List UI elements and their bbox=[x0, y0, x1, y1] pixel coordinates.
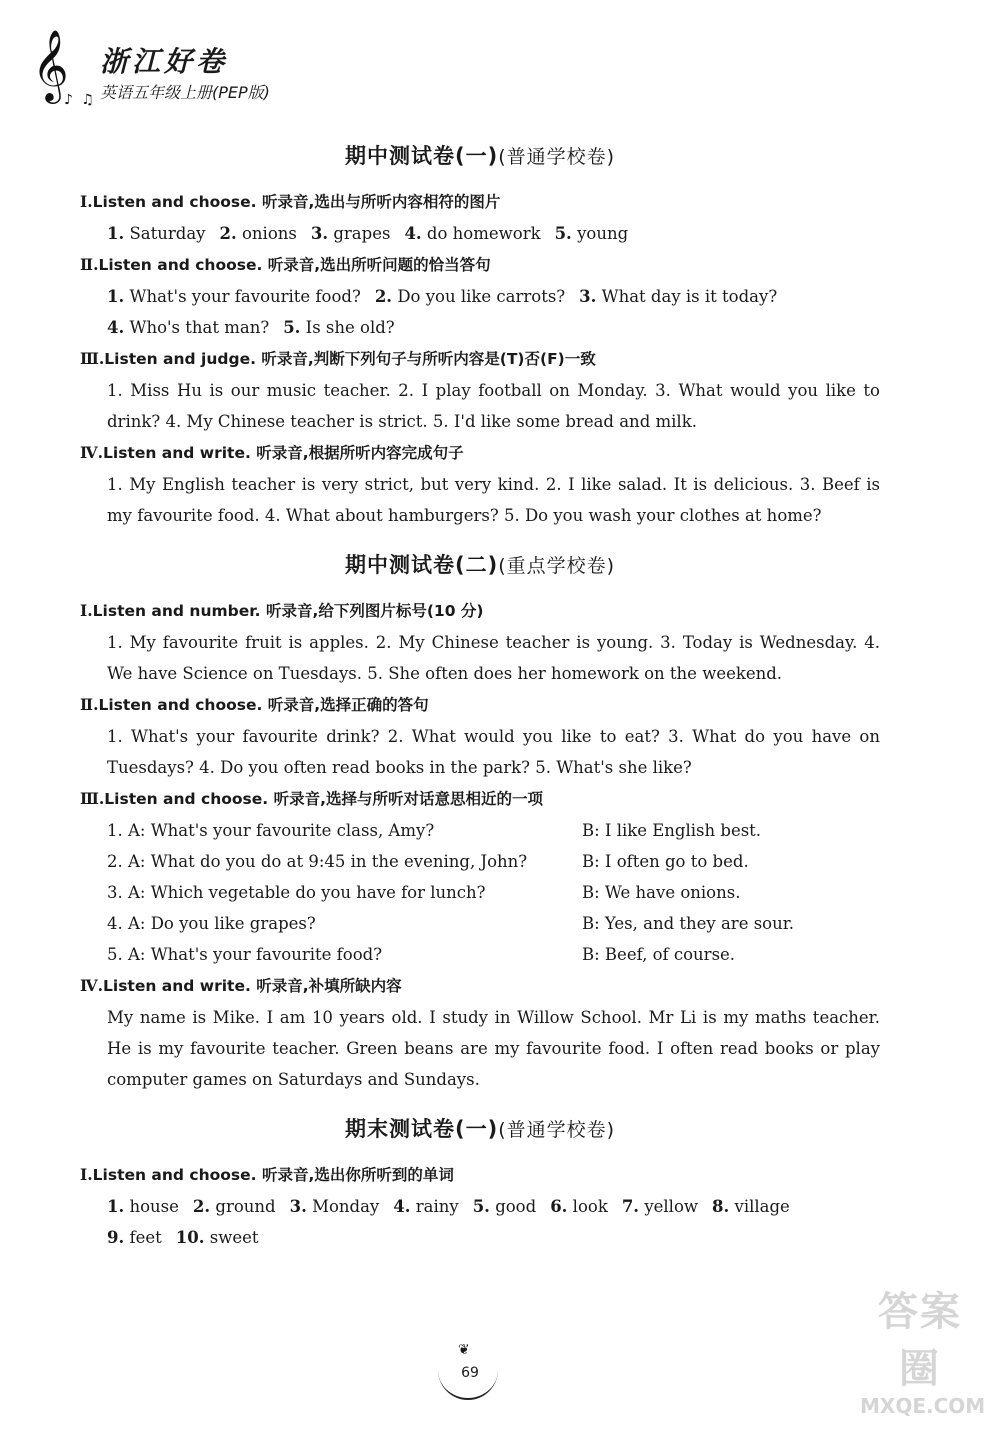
answer-item bbox=[311, 224, 391, 243]
dialog-a: 4. A: Do you like grapes? bbox=[107, 914, 316, 933]
answer-item bbox=[107, 224, 206, 243]
test-title-main: 期中测试卷(二) bbox=[344, 553, 499, 577]
answer-item bbox=[393, 1197, 458, 1216]
section-instruction: Listen and choose. 听录音,选择与所听对话意思相近的一项 bbox=[104, 790, 543, 808]
answer-item bbox=[107, 287, 361, 306]
item-text: look bbox=[572, 1197, 608, 1216]
answer-item bbox=[107, 318, 269, 337]
dialog-b: B: I like English best. bbox=[582, 821, 762, 840]
test-title-sub: (重点学校卷) bbox=[498, 555, 616, 577]
answer-line bbox=[80, 218, 880, 249]
item-text: sweet bbox=[209, 1228, 259, 1247]
dialog-row bbox=[80, 939, 880, 970]
item-text: good bbox=[495, 1197, 537, 1216]
item-number: 1. bbox=[107, 1197, 125, 1216]
book-subtitle: 英语五年级上册(PEP版) bbox=[100, 83, 270, 102]
section-numeral: Ⅰ. bbox=[80, 192, 93, 211]
section-heading bbox=[80, 249, 880, 281]
item-text: feet bbox=[129, 1228, 162, 1247]
answer-item bbox=[107, 1197, 179, 1216]
item-text: village bbox=[734, 1197, 790, 1216]
item-number: 3. bbox=[579, 287, 597, 306]
item-number: 1. bbox=[107, 224, 125, 243]
book-header bbox=[28, 30, 348, 110]
item-text: Who's that man? bbox=[129, 318, 270, 337]
answer-paragraph: 1. What's your favourite drink? 2. What would you like to eat? 3. What do you have on Tuesdays? 4. Do you often read books in the park? 5. What's she like? bbox=[107, 727, 880, 777]
answer-line bbox=[80, 312, 880, 343]
section-numeral: Ⅱ. bbox=[80, 695, 99, 714]
leaf-icon: ❦ bbox=[458, 1342, 470, 1358]
section-instruction: Listen and choose. 听录音,选出与所听内容相符的图片 bbox=[92, 193, 501, 211]
item-text: rainy bbox=[415, 1197, 459, 1216]
section-heading bbox=[80, 783, 880, 815]
answer-item bbox=[550, 1197, 608, 1216]
answer-item bbox=[290, 1197, 380, 1216]
section-numeral: Ⅱ. bbox=[80, 255, 99, 274]
section-numeral: Ⅳ. bbox=[80, 443, 103, 462]
watermark-logo: 答案圈 bbox=[878, 1289, 962, 1392]
test-block bbox=[80, 549, 880, 1095]
item-number: 5. bbox=[472, 1197, 490, 1216]
dialog-a: 3. A: Which vegetable do you have for lunch? bbox=[107, 883, 486, 902]
answer-paragraph: 1. Miss Hu is our music teacher. 2. I play football on Monday. 3. What would you like to drink? 4. My Chinese teacher is strict. 5. I'd like some bread and milk. bbox=[107, 381, 880, 431]
treble-clef-icon: 𝄞 bbox=[32, 28, 69, 101]
test-block bbox=[80, 1113, 880, 1253]
answer-item bbox=[555, 224, 629, 243]
item-number: 4. bbox=[393, 1197, 411, 1216]
dialog-a: 5. A: What's your favourite food? bbox=[107, 945, 383, 964]
item-text: young bbox=[577, 224, 629, 243]
item-number: 4. bbox=[107, 318, 125, 337]
test-title-main: 期中测试卷(一) bbox=[344, 144, 499, 168]
music-notes-icon: ♪ ♫ bbox=[64, 92, 96, 108]
answer-item bbox=[473, 1197, 536, 1216]
dialog-b: B: I often go to bed. bbox=[582, 852, 749, 871]
answer-line bbox=[80, 1222, 880, 1253]
answer-item bbox=[375, 287, 565, 306]
answer-item bbox=[622, 1197, 698, 1216]
watermark-url: MXQE.COM bbox=[860, 1394, 986, 1418]
watermark bbox=[860, 1280, 986, 1418]
section-heading bbox=[80, 343, 880, 375]
answer-item bbox=[579, 287, 777, 306]
section-instruction: Listen and choose. 听录音,选择正确的答句 bbox=[98, 696, 429, 714]
answer-paragraph: 1. My English teacher is very strict, but very kind. 2. I like salad. It is delicious. 3. Beef is my favourite food. 4. What about hamburgers? 5. Do you wash your clothes at home? bbox=[107, 475, 880, 525]
dialog-row bbox=[80, 815, 880, 846]
dialog-b: B: Yes, and they are sour. bbox=[582, 914, 795, 933]
dialog-b: B: We have onions. bbox=[582, 883, 741, 902]
answer-line bbox=[80, 1191, 880, 1222]
answer-item bbox=[712, 1197, 790, 1216]
item-text: do homework bbox=[426, 224, 541, 243]
item-number: 1. bbox=[107, 287, 125, 306]
dialog-row bbox=[80, 846, 880, 877]
section-heading bbox=[80, 689, 880, 721]
dialog-row bbox=[80, 877, 880, 908]
test-block bbox=[80, 140, 880, 531]
test-title-sub: (普通学校卷) bbox=[498, 1119, 616, 1141]
answer-paragraph: 1. My favourite fruit is apples. 2. My Chinese teacher is young. 3. Today is Wednesday. 4. We have Science on Tuesdays. 5. She often does her homework on the weekend. bbox=[107, 633, 880, 683]
dialog-b: B: Beef, of course. bbox=[582, 945, 736, 964]
section-numeral: Ⅲ. bbox=[80, 349, 105, 368]
test-title-sub: (普通学校卷) bbox=[498, 146, 616, 168]
dialog-a: 1. A: What's your favourite class, Amy? bbox=[107, 821, 435, 840]
dialog-row bbox=[80, 908, 880, 939]
answer-item bbox=[107, 1228, 162, 1247]
item-text: yellow bbox=[644, 1197, 699, 1216]
item-number: 3. bbox=[310, 224, 329, 243]
item-text: ground bbox=[215, 1197, 276, 1216]
section-instruction: Listen and choose. 听录音,选出所听问题的恰当答句 bbox=[98, 256, 491, 274]
item-number: 4. bbox=[404, 224, 422, 243]
answer-item bbox=[404, 224, 540, 243]
section-heading bbox=[80, 437, 880, 469]
section-numeral: Ⅳ. bbox=[80, 976, 103, 995]
book-brand: 浙江好卷 bbox=[100, 45, 229, 78]
section-instruction: Listen and write. 听录音,补填所缺内容 bbox=[103, 977, 402, 995]
item-text: What day is it today? bbox=[601, 287, 778, 306]
page-number: 69 bbox=[461, 1365, 479, 1381]
item-text: Do you like carrots? bbox=[397, 287, 566, 306]
answer-item bbox=[220, 224, 297, 243]
section-numeral: Ⅲ. bbox=[80, 789, 105, 808]
item-number: 2. bbox=[219, 224, 237, 243]
item-number: 2. bbox=[374, 287, 393, 306]
test-title bbox=[80, 140, 880, 170]
item-number: 6. bbox=[550, 1197, 568, 1216]
section-numeral: Ⅰ. bbox=[80, 1165, 93, 1184]
item-number: 5. bbox=[554, 224, 572, 243]
section-heading bbox=[80, 595, 880, 627]
item-number: 8. bbox=[712, 1197, 730, 1216]
answer-paragraph: My name is Mike. I am 10 years old. I study in Willow School. Mr Li is my maths teacher. He is my favourite teacher. Green beans are my favourite food. I often read books or play computer games on Saturdays and Sundays. bbox=[107, 1008, 880, 1089]
item-text: Monday bbox=[312, 1197, 380, 1216]
answer-item bbox=[283, 318, 394, 337]
item-number: 2. bbox=[192, 1197, 211, 1216]
answer-content bbox=[80, 140, 880, 1271]
item-number: 9. bbox=[107, 1228, 125, 1247]
section-heading bbox=[80, 970, 880, 1002]
item-text: onions bbox=[241, 224, 297, 243]
item-number: 3. bbox=[289, 1197, 307, 1216]
answer-item bbox=[193, 1197, 276, 1216]
section-heading bbox=[80, 1159, 880, 1191]
test-title bbox=[80, 1113, 880, 1143]
item-number: 5. bbox=[283, 318, 301, 337]
answer-line bbox=[80, 281, 880, 312]
section-instruction: Listen and judge. 听录音,判断下列句子与所听内容是(T)否(F)一致 bbox=[104, 350, 596, 368]
item-number: 10. bbox=[175, 1228, 205, 1247]
item-text: What's your favourite food? bbox=[129, 287, 361, 306]
section-numeral: Ⅰ. bbox=[80, 601, 93, 620]
item-text: house bbox=[129, 1197, 179, 1216]
item-text: grapes bbox=[333, 224, 391, 243]
test-title-main: 期末测试卷(一) bbox=[344, 1117, 499, 1141]
section-instruction: Listen and choose. 听录音,选出你所听到的单词 bbox=[92, 1166, 454, 1184]
section-heading bbox=[80, 186, 880, 218]
item-text: Is she old? bbox=[305, 318, 395, 337]
section-instruction: Listen and number. 听录音,给下列图片标号(10 分) bbox=[92, 602, 484, 620]
answer-item bbox=[176, 1228, 259, 1247]
item-text: Saturday bbox=[129, 224, 206, 243]
section-instruction: Listen and write. 听录音,根据所听内容完成句子 bbox=[103, 444, 464, 462]
item-number: 7. bbox=[621, 1197, 640, 1216]
dialog-a: 2. A: What do you do at 9:45 in the evening, John? bbox=[107, 852, 528, 871]
test-title bbox=[80, 549, 880, 579]
